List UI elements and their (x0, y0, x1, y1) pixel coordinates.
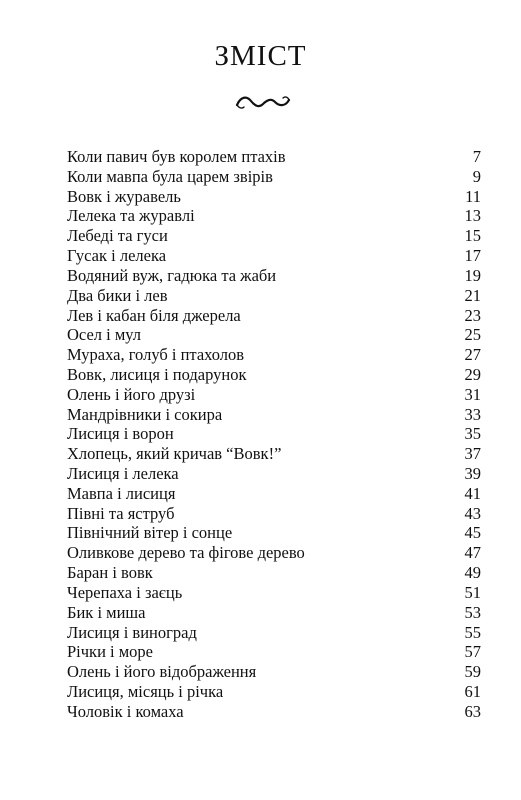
toc-entry-page-number: 45 (464, 523, 481, 543)
toc-entry-title: Черепаха і заєць (67, 582, 183, 602)
toc-entry-page-number: 27 (464, 345, 481, 365)
toc-entry-page-number: 25 (464, 325, 481, 345)
toc-entry[interactable] (67, 543, 481, 563)
toc-entry-page-number: 51 (464, 582, 481, 602)
toc-entry-page-number: 29 (464, 364, 481, 384)
toc-entry[interactable] (67, 583, 481, 603)
table-of-contents (67, 147, 481, 722)
toc-entry-title: Оливкове дерево та фігове дерево (67, 543, 305, 563)
toc-entry-page-number: 23 (464, 305, 481, 325)
toc-entry-page-number: 53 (464, 602, 481, 622)
toc-entry[interactable] (67, 504, 481, 524)
toc-entry[interactable] (67, 306, 481, 326)
toc-entry-page-number: 57 (464, 642, 481, 662)
toc-entry[interactable] (67, 623, 481, 643)
toc-entry[interactable] (67, 702, 481, 722)
toc-entry-page-number: 9 (472, 166, 481, 186)
toc-entry-page-number: 7 (472, 147, 481, 166)
toc-entry-title: Баран і вовк (67, 563, 153, 583)
toc-entry[interactable] (67, 325, 481, 345)
toc-entry-title: Лебеді та гуси (67, 226, 168, 246)
toc-entry-page-number: 31 (464, 384, 481, 404)
toc-entry-title: Гусак і лелека (67, 246, 167, 266)
toc-entry[interactable] (67, 345, 481, 365)
toc-entry[interactable] (67, 682, 481, 702)
toc-entry-page-number: 43 (464, 503, 481, 523)
toc-entry-page-number: 17 (464, 246, 481, 266)
toc-entry-page-number: 55 (464, 622, 481, 642)
toc-entry[interactable] (67, 405, 481, 425)
toc-entry[interactable] (67, 286, 481, 306)
swash-ornament-icon (235, 92, 291, 114)
toc-entry-page-number: 47 (464, 543, 481, 563)
toc-entry-title: Коли павич був королем птахів (67, 147, 286, 166)
toc-entry-page-number: 63 (464, 701, 481, 721)
toc-entry-page-number: 15 (464, 226, 481, 246)
toc-entry-title: Олень і його відображення (67, 662, 257, 682)
toc-entry-title: Лелека та журавлі (67, 206, 195, 226)
toc-entry-title: Бик і миша (67, 602, 146, 622)
toc-entry-page-number: 41 (464, 483, 481, 503)
toc-entry[interactable] (67, 642, 481, 662)
toc-entry-title: Коли мавпа була царем звірів (67, 166, 273, 186)
toc-entry-title: Мураха, голуб і птахолов (67, 345, 245, 365)
toc-entry[interactable] (67, 603, 481, 623)
toc-entry-title: Північний вітер і сонце (67, 523, 233, 543)
toc-entry-title: Мавпа і лисиця (67, 483, 176, 503)
toc-entry-page-number: 35 (464, 424, 481, 444)
toc-entry[interactable] (67, 266, 481, 286)
toc-entry-title: Хлопець, який кричав “Вовк!” (67, 444, 282, 464)
toc-entry[interactable] (67, 206, 481, 226)
toc-entry[interactable] (67, 246, 481, 266)
toc-entry-title: Лев і кабан біля джерела (67, 305, 241, 325)
toc-entry-page-number: 19 (464, 265, 481, 285)
toc-entry-title: Мандрівники і сокира (67, 404, 223, 424)
toc-entry-title: Два бики і лев (67, 285, 168, 305)
toc-entry-title: Лисиця, місяць і річка (67, 681, 224, 701)
toc-entry-page-number: 49 (464, 563, 481, 583)
toc-entry-page-number: 33 (464, 404, 481, 424)
toc-entry[interactable] (67, 563, 481, 583)
toc-entry[interactable] (67, 484, 481, 504)
toc-entry-title: Півні та яструб (67, 503, 175, 523)
toc-entry[interactable] (67, 424, 481, 444)
toc-entry-page-number: 21 (464, 285, 481, 305)
toc-entry-title: Олень і його друзі (67, 384, 196, 404)
toc-entry-title: Лисиця і лелека (67, 464, 179, 483)
toc-entry-page-number: 11 (465, 186, 481, 206)
toc-entry-title: Лисиця і виноград (67, 622, 197, 642)
toc-entry-title: Вовк, лисиця і подарунок (67, 364, 247, 384)
toc-entry[interactable] (67, 226, 481, 246)
toc-entry-title: Лисиця і ворон (67, 424, 174, 444)
toc-entry-title: Водяний вуж, гадюка та жаби (67, 265, 277, 285)
toc-entry-page-number: 61 (464, 681, 481, 701)
toc-entry[interactable] (67, 662, 481, 682)
toc-entry[interactable] (67, 187, 481, 207)
toc-entry-page-number: 39 (464, 464, 481, 483)
toc-entry-title: Вовк і журавель (67, 186, 181, 206)
toc-entry[interactable] (67, 385, 481, 405)
toc-entry-title: Чоловік і комаха (67, 701, 184, 721)
toc-entry-title: Осел і мул (67, 325, 142, 345)
toc-entry-title: Річки і море (67, 642, 154, 662)
page-title: ЗМІСТ (214, 40, 307, 72)
toc-entry-page-number: 13 (464, 206, 481, 226)
toc-entry[interactable] (67, 365, 481, 385)
toc-entry[interactable] (67, 147, 481, 167)
toc-entry-page-number: 59 (464, 662, 481, 682)
toc-entry[interactable] (67, 444, 481, 464)
toc-entry[interactable] (67, 523, 481, 543)
toc-entry[interactable] (67, 464, 481, 484)
toc-entry[interactable] (67, 167, 481, 187)
toc-entry-page-number: 37 (464, 444, 481, 464)
